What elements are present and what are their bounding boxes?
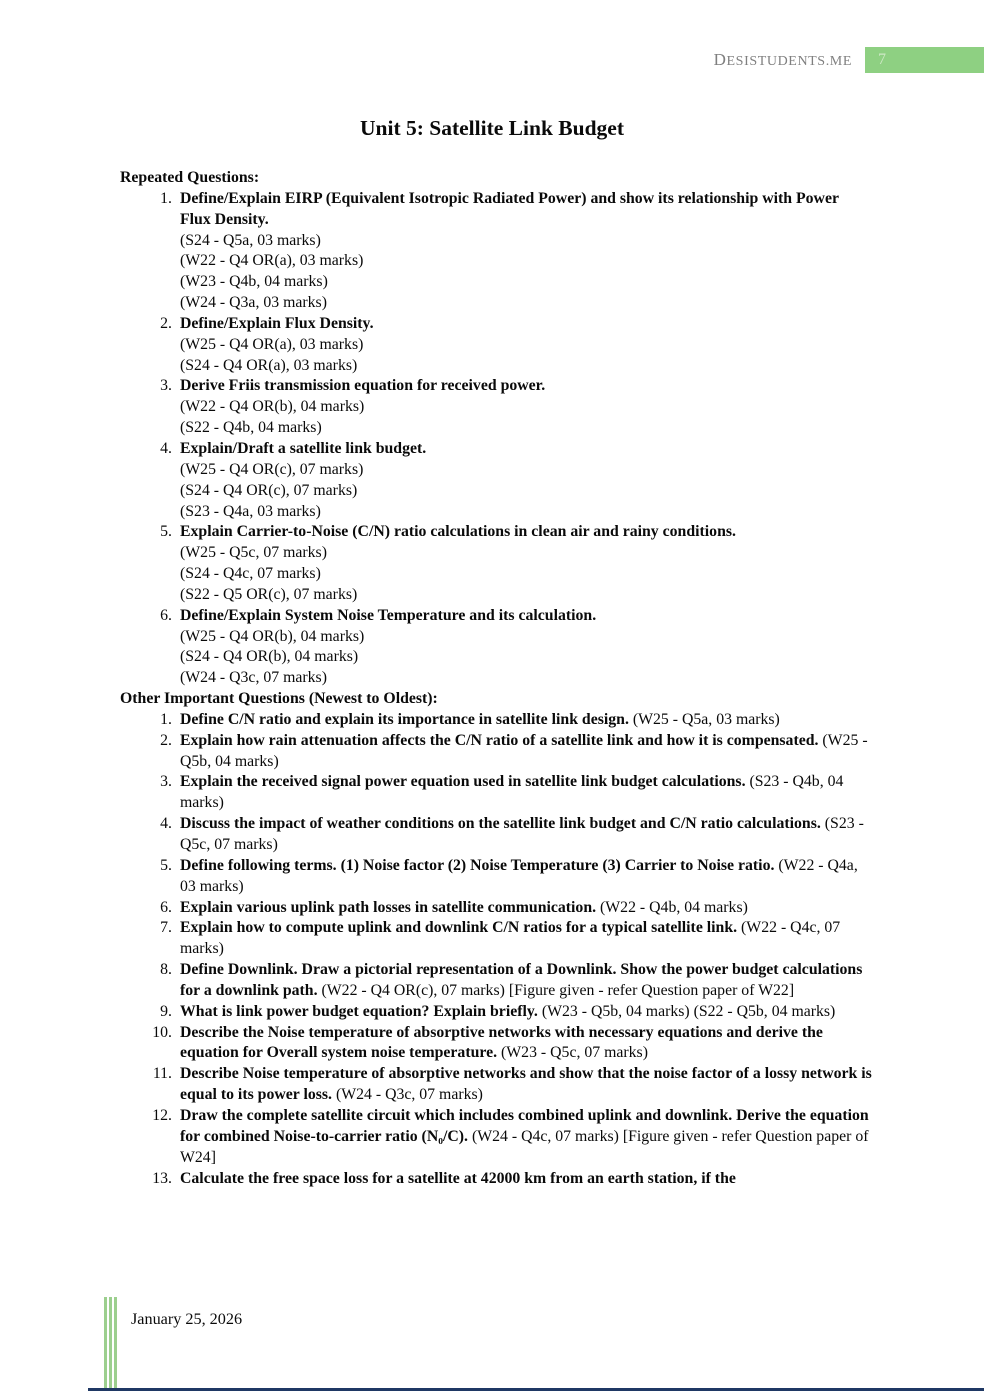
question-text: Define/Explain EIRP (Equivalent Isotropic Radiated Power) and show its relationship with Power Flux Density. [180, 189, 839, 228]
item-number: 3. [160, 773, 172, 791]
section-heading: Repeated Questions: [120, 169, 260, 186]
item-number: 8. [160, 961, 172, 979]
question-text: Explain how rain attenuation affects the C/N ratio of a satellite link and how it is compensated. [180, 731, 819, 749]
page-header [0, 47, 984, 73]
question-item [120, 376, 872, 439]
question-text: Explain Carrier-to-Noise (C/N) ratio calculations in clean air and rainy conditions. [180, 523, 736, 541]
citation-line: (W25 - Q4 OR(b), 04 marks) [180, 627, 365, 645]
question-section [120, 689, 872, 1189]
question-item [120, 1064, 872, 1106]
citation-line: (W24 - Q3c, 07 marks) [180, 669, 327, 687]
item-number: 9. [160, 1002, 172, 1020]
question-text: Explain how to compute uplink and downlink C/N ratios for a typical satellite link. [180, 919, 738, 937]
citation-line: (S23 - Q4a, 03 marks) [180, 502, 321, 520]
citation: (W22 - Q4b, 04 marks) [600, 898, 748, 916]
citation-line: (W24 - Q3a, 03 marks) [180, 294, 327, 312]
citation-line: (W22 - Q4 OR(b), 04 marks) [180, 398, 365, 416]
question-text: Define/Explain Flux Density. [180, 314, 374, 332]
citation-line: (W25 - Q4 OR(c), 07 marks) [180, 460, 364, 478]
citation-line: (S22 - Q4b, 04 marks) [180, 419, 322, 437]
question-text: What is link power budget equation? Explain briefly. [180, 1002, 538, 1020]
question-list [120, 710, 872, 1189]
citation-line: (W25 - Q4 OR(a), 03 marks) [180, 335, 364, 353]
question-section [120, 168, 872, 689]
question-item [120, 856, 872, 898]
question-item [120, 522, 872, 605]
item-number: 1. [160, 710, 172, 728]
accent-bar [109, 1297, 112, 1391]
item-number: 4. [160, 815, 172, 833]
item-number: 2. [160, 314, 172, 332]
item-number: 12. [152, 1106, 172, 1124]
item-number: 3. [160, 377, 172, 395]
accent-bar [104, 1297, 107, 1391]
citation-line: (W23 - Q4b, 04 marks) [180, 273, 328, 291]
citation: (W25 - Q5a, 03 marks) [632, 710, 780, 728]
question-text: Calculate the free space loss for a satellite at 42000 km from an earth station, if the [180, 1169, 736, 1187]
citation-line: (W25 - Q5c, 07 marks) [180, 544, 327, 562]
question-item [120, 960, 872, 1002]
question-text: Explain/Draft a satellite link budget. [180, 439, 427, 457]
citation: (W22 - Q4c, 07 marks) [180, 919, 841, 958]
question-item [120, 772, 872, 814]
question-item [120, 1106, 872, 1169]
question-item [120, 439, 872, 522]
question-item [120, 1002, 872, 1023]
citation: (W22 - Q4 OR(c), 07 marks) [Figure given - refer Question paper of W22] [321, 981, 795, 999]
sections [120, 168, 872, 1189]
item-number: 7. [160, 919, 172, 937]
item-number: 1. [160, 189, 172, 207]
question-text: Derive Friis transmission equation for received power. [180, 377, 546, 395]
citation: (W24 - Q3c, 07 marks) [335, 1086, 483, 1104]
citation: (W23 - Q5b, 04 marks) (S22 - Q5b, 04 marks) [541, 1002, 836, 1020]
section-heading: Other Important Questions (Newest to Oldest): [120, 690, 438, 708]
citation: (W24 - Q4c, 07 marks) [Figure given - refer Question paper of W24] [180, 1127, 869, 1166]
question-text: Discuss the impact of weather conditions on the satellite link budget and C/N ratio calculations. [180, 815, 821, 833]
document-title: Unit 5: Satellite Link Budget [360, 116, 624, 140]
citation-line: (W22 - Q4 OR(a), 03 marks) [180, 252, 364, 270]
citation-line: (S24 - Q4 OR(c), 07 marks) [180, 481, 358, 499]
citation: (W23 - Q5c, 07 marks) [501, 1044, 648, 1062]
item-number: 5. [160, 856, 172, 874]
question-item [120, 918, 872, 960]
item-number: 2. [160, 731, 172, 749]
citation-line: (S24 - Q5a, 03 marks) [180, 231, 321, 249]
question-item [120, 731, 872, 773]
question-text: Describe the Noise temperature of absorptive networks with necessary equations and derive the equation for Overall system noise temperature. [180, 1023, 823, 1062]
question-text: Explain the received signal power equation used in satellite link budget calculations. [180, 773, 746, 791]
item-number: 5. [160, 523, 172, 541]
footer-date: January 25, 2026 [131, 1310, 243, 1328]
citation-line: (S22 - Q5 OR(c), 07 marks) [180, 585, 358, 603]
item-number: 10. [152, 1023, 172, 1041]
question-text: Define C/N ratio and explain its importance in satellite link design. [180, 710, 629, 728]
question-item [120, 710, 872, 731]
citation: (S23 - Q5c, 07 marks) [180, 815, 864, 853]
question-item [120, 1169, 872, 1190]
footer-accent-bars [104, 1297, 117, 1391]
question-text: Define/Explain System Noise Temperature and its calculation. [180, 606, 597, 624]
item-number: 4. [160, 439, 172, 457]
citation: (W25 - Q5b, 04 marks) [180, 731, 868, 770]
citation: (S23 - Q4b, 04 marks) [180, 773, 844, 812]
question-text: Define Downlink. Draw a pictorial representation of a Downlink. Show the power budget calculations for a downlink path. [180, 961, 863, 999]
item-number: 6. [160, 606, 172, 624]
question-text: Explain various uplink path losses in satellite communication. [180, 898, 597, 916]
question-item [120, 314, 872, 377]
question-text: Describe Noise temperature of absorptive networks and show that the noise factor of a lossy network is equal to its power loss. [180, 1065, 872, 1104]
page-number: 7 [878, 51, 886, 68]
page-number-badge [865, 47, 984, 73]
question-item [120, 189, 872, 314]
question-text: Draw the complete satellite circuit which includes combined uplink and downlink. Derive the equation for combined Noise-to-carrier ratio (N₀/C). [180, 1106, 869, 1145]
citation: (W22 - Q4a, 03 marks) [180, 856, 858, 895]
question-item [120, 1023, 872, 1065]
question-item [120, 898, 872, 919]
question-item [120, 814, 872, 856]
item-number: 6. [160, 898, 172, 916]
question-list [120, 189, 872, 689]
citation-line: (S24 - Q4 OR(a), 03 marks) [180, 356, 358, 374]
question-item [120, 606, 872, 689]
question-text: Define following terms. (1) Noise factor (2) Noise Temperature (3) Carrier to Noise ratio. [180, 856, 775, 874]
citation-line: (S24 - Q4 OR(b), 04 marks) [180, 648, 359, 666]
accent-bar [114, 1297, 117, 1391]
citation-line: (S24 - Q4c, 07 marks) [180, 565, 321, 583]
item-number: 13. [152, 1169, 172, 1187]
site-name: DESISTUDENTS.ME [713, 50, 852, 69]
item-number: 11. [152, 1065, 172, 1083]
